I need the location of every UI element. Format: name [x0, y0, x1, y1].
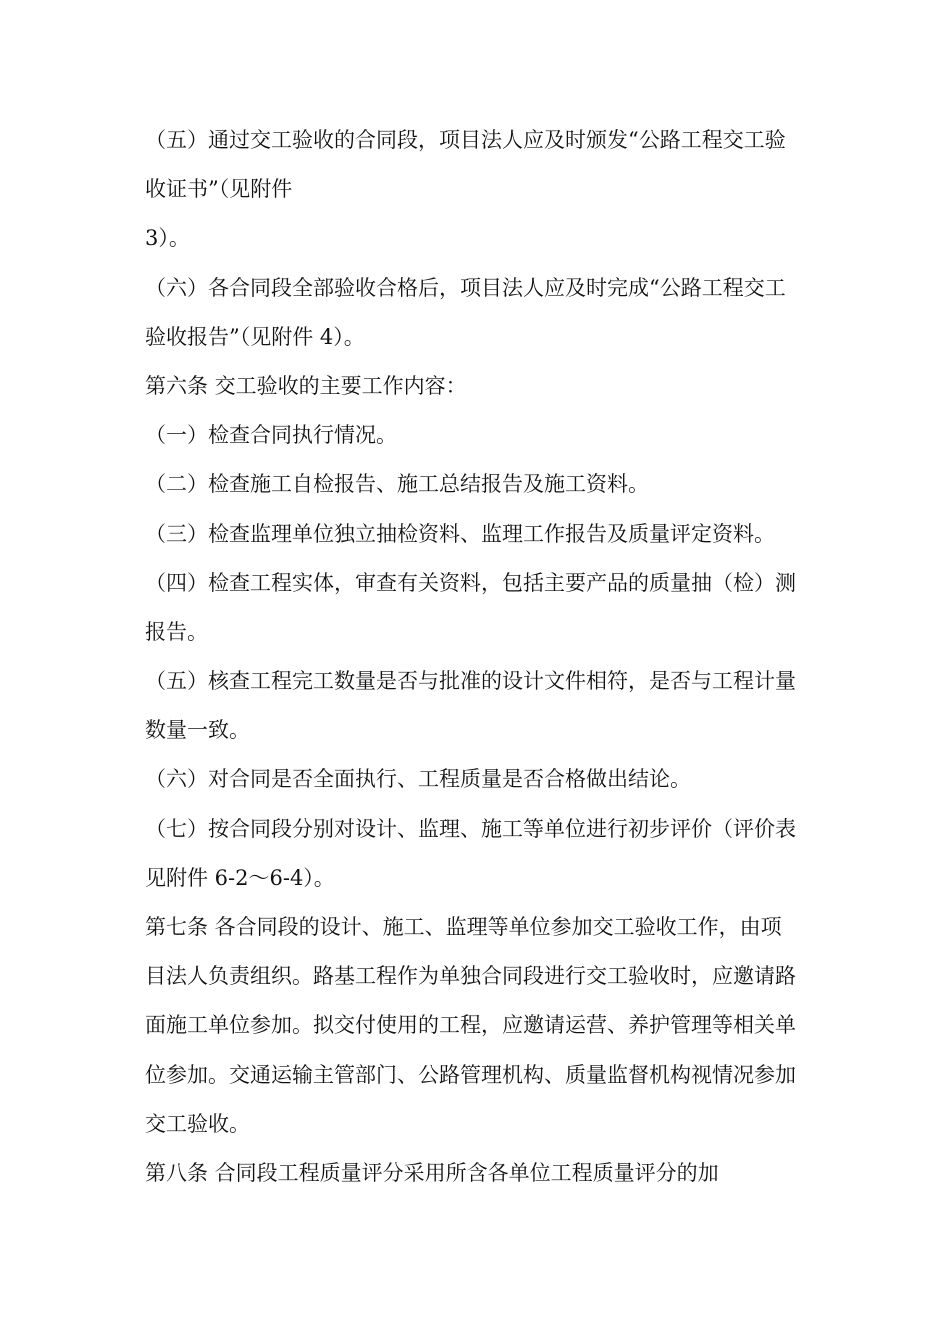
text-line: 见附件 6-2～6-4）。 [145, 865, 335, 890]
text-line: （二）检查施工自检报告、施工总结报告及施工资料。 [145, 472, 649, 497]
text-line: （五）通过交工验收的合同段，项目法人应及时颁发“公路工程交工验 [145, 128, 786, 152]
text-line: 收证书”（见附件 [145, 177, 293, 202]
text-line: （六）各合同段全部验收合格后，项目法人应及时完成“公路工程交工 [145, 275, 786, 300]
text-line: （三）检查监理单位独立抽检资料、监理工作报告及质量评定资料。 [145, 521, 775, 546]
text-line: 报告。 [145, 619, 208, 644]
text-line: 位参加。交通运输主管部门、公路管理机构、质量监督机构视情况参加 [145, 1062, 796, 1087]
text-line: 目法人负责组织。路基工程作为单独合同段进行交工验收时，应邀请路 [145, 964, 796, 989]
article-heading: 第六条 交工验收的主要工作内容： [145, 373, 467, 398]
article-heading: 第八条 合同段工程质量评分采用所含各单位工程质量评分的加 [145, 1160, 719, 1185]
text-line: （六）对合同是否全面执行、工程质量是否合格做出结论。 [145, 767, 691, 792]
text-line: 交工验收。 [145, 1111, 250, 1136]
text-line: 验收报告”（见附件 4）。 [145, 324, 365, 349]
text-line: （四）检查工程实体，审查有关资料，包括主要产品的质量抽（检）测 [145, 570, 796, 595]
text-line: （一）检查合同执行情况。 [145, 423, 397, 448]
text-line: 面施工单位参加。拟交付使用的工程，应邀请运营、养护管理等相关单 [145, 1013, 796, 1038]
article-heading: 第七条 各合同段的设计、施工、监理等单位参加交工验收工作，由项 [145, 915, 782, 939]
text-line: 3）。 [145, 226, 190, 251]
text-line: （七）按合同段分别对设计、监理、施工等单位进行初步评价（评价表 [145, 816, 796, 841]
document-body [145, 116, 815, 1198]
text-line: 数量一致。 [145, 718, 250, 743]
text-line: （五）核查工程完工数量是否与批准的设计文件相符，是否与工程计量 [145, 669, 796, 694]
